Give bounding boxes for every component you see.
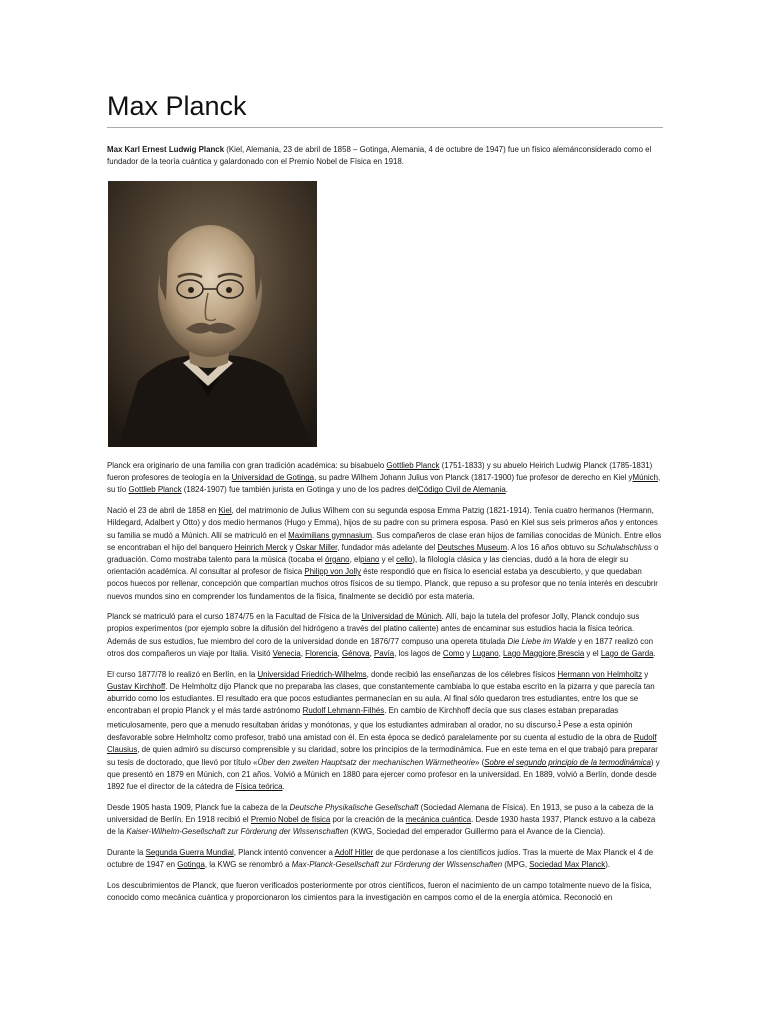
wiki-link[interactable]: Venecia <box>272 648 301 658</box>
text-run: o graduación. Como mostraba talento para la música (tocaba el <box>107 542 659 564</box>
text-run: y <box>287 542 296 552</box>
text-run: de que perdonase a los científicos judíos. Tras la muerte de Max Planck el 4 de octubre de 1947 en <box>107 847 654 870</box>
text-run: , <box>369 648 375 658</box>
text-run: , la KWG se renombró a <box>204 860 292 870</box>
text-run: . Sus compañeros de clase eran hijos de familias conocidas de Múnich. Entre ellos se encontraban el hijo del banquero <box>107 530 662 552</box>
wiki-link[interactable]: Segunda Guerra Mundial <box>145 847 234 857</box>
body-paragraph <box>107 505 663 603</box>
wiki-link[interactable]: órgano <box>325 554 350 564</box>
text-run: (Kiel, Alemania, 23 de abril de 1858 – Gotinga, Alemania, 4 de octubre de 1947) fue un físico alemánconsiderado como el fundador de la teoría cuántica y galardonado con el Premio Nobel de Física en 1918. <box>107 145 652 167</box>
text-run: y <box>642 669 649 679</box>
wiki-link[interactable]: piano <box>360 554 380 564</box>
text-run: El curso 1877/78 lo realizó en Berlín, en la <box>107 669 258 679</box>
text-run: . Allí, bajo la tutela del profesor Jolly, Planck condujo sus propios experimentos (por ejemplo sobre la difusión del hidrógeno a través del platino caliente) antes de encaminar sus estudios hacia la física teórica. Además de sus estudios, fue miembro del coro de la universidad donde en 1876/77 compuso una opereta titulada <box>107 612 640 646</box>
footnote-ref[interactable]: 1 <box>557 720 561 727</box>
text-run: ). <box>605 860 611 870</box>
text-run: . <box>282 782 285 791</box>
wiki-link[interactable]: Sociedad Max Planck <box>529 860 606 870</box>
text-run: ), la filología clásica y las ciencias, dudó a la hora de elegir su orientación académica. Al consultar al profesor de física <box>107 554 629 577</box>
text-run: y <box>463 648 473 658</box>
wiki-link[interactable]: Gustav Kirchhoff <box>107 681 166 691</box>
text-run: (1824-1907) fue también jurista en Gotinga y uno de los padres del <box>181 485 419 495</box>
text-run: , <box>555 648 558 658</box>
text-run: (KWG, Sociedad del emperador Guillermo para el Avance de la Ciencia). <box>348 827 606 837</box>
intro-paragraph <box>107 144 663 168</box>
body-paragraph <box>107 611 663 660</box>
text-run: , su padre Wilhem Johann Julius von Planck (1817-1900) fue profesor de derecho en Kiel y <box>314 473 633 483</box>
wiki-link[interactable]: Florencia <box>305 648 338 658</box>
text-run: , su tío <box>107 473 661 495</box>
text-run: , <box>498 648 504 658</box>
text-run: por la creación de la <box>330 814 406 824</box>
text-run: , donde recibió las enseñanzas de los célebres físicos <box>366 669 558 679</box>
text-run: . <box>505 485 508 495</box>
wiki-link[interactable]: Pavía <box>374 648 395 658</box>
body-paragraph <box>107 460 663 497</box>
wiki-link[interactable]: Sobre el segundo principio de la termodinámica <box>484 757 651 767</box>
portrait-photo <box>108 181 317 447</box>
body-paragraph <box>107 669 663 794</box>
text-run: . De Helmholtz dijo Planck que no preparaba las clases, que constantemente cambiaba lo que estaba escrito en la pizarra y que parecía tan aburrido como los estudiantes. El resultado era que pocos estudiantes permanecían en su aula. Al final sólo quedaron tres estudiantes, entre los que se encontraban el propio Planck y el más tarde astrónomo <box>107 681 655 716</box>
text-run: . <box>653 648 656 658</box>
body-paragraph <box>107 802 663 839</box>
wiki-link[interactable]: Maximilians gymnasium <box>288 530 372 540</box>
text-run: , los lagos de <box>394 648 443 658</box>
wiki-link[interactable]: cello <box>396 554 413 564</box>
wiki-link[interactable]: Deutsches Museum <box>437 542 508 552</box>
text-run: Los descubrimientos de Planck, que fueron verificados posteriormente por otros científicos, fueron el nacimiento de un campo totalmente nuevo de la física, conocido como mecánica cuántica y proporcionaron los cimientos para la investigación en campos como el de la energía atómica. Reconoció en <box>107 880 652 902</box>
text-run: y el <box>584 648 601 658</box>
italic-text: Max-Planck-Gesellschaft zur Förderung der Wissenschaften <box>291 860 503 870</box>
text-run: , <box>337 648 342 658</box>
wiki-link[interactable]: Adolf Hitler <box>334 847 374 857</box>
text-run: Planck se matriculó para el curso 1874/75 en la Facultad de Física de la <box>107 612 362 622</box>
wiki-link[interactable]: Universidad de Gotinga <box>231 473 315 483</box>
wiki-link[interactable]: Lugano <box>472 648 499 658</box>
wiki-link[interactable]: Como <box>442 648 464 658</box>
wiki-link[interactable]: Múnich <box>632 473 658 483</box>
wiki-link[interactable]: Brescia <box>557 648 585 658</box>
text-run: , <box>300 648 306 658</box>
wiki-link[interactable]: Lago Maggiore <box>503 648 556 658</box>
text-run: (Sociedad Alemana de Física). En 1913, se puso a la cabeza de la universidad de Berlín. En 1918 recibió el <box>107 802 654 824</box>
wiki-link[interactable]: Heinrich Merck <box>234 542 288 552</box>
text-run: (1751-1833) y su abuelo Heirich Ludwig Planck (1785-1831) fueron profesores de teología en la <box>107 461 653 483</box>
text-run: Planck era originario de una familia con gran tradición académica: su bisabuelo <box>107 461 387 470</box>
wiki-link[interactable]: Hermann von Helmholtz <box>557 669 643 679</box>
italic-text: Deutsche Physikalische Gesellschaft <box>289 802 419 812</box>
wiki-link[interactable]: Universidad Friedrich-Wilhelms <box>257 669 367 679</box>
text-run: ) y que presentó en 1879 en Múnich, con 21 años. Volvió a Múnich en 1880 para ejercer como profesor en la universidad. En 1889, volvió a Berlín, donde desde 1892 fue el director de la cátedra de <box>107 757 660 791</box>
wiki-link[interactable]: Génova <box>341 648 370 658</box>
wiki-link[interactable]: Premio Nobel de física <box>250 814 331 824</box>
text-run: . A los 16 años obtuvo su <box>507 542 597 552</box>
text-run: y el <box>379 554 397 564</box>
text-run: , de quien admiró su discurso comprensible y su claridad, sobre los principios de la termodinámica. Fue en este tema en el que trabajó para preparar su tesis de doctorado, que llevó por título « <box>107 745 658 767</box>
text-run: , el <box>349 554 361 564</box>
text-run: . En cambio de Kirchhoff decía que sus clases estaban preparadas meticulosamente, pero que a menudo resultaban áridas y monótonas, y que los estudiantes admiraban al orador, no su discurso. <box>107 706 619 730</box>
wiki-link[interactable]: Oskar Miller <box>295 542 338 552</box>
italic-text: Kaiser-Wilhelm-Gesellschaft zur Förderung der Wissenschaften <box>126 827 349 837</box>
text-run: (MPG, <box>502 860 530 870</box>
italic-text: Die Liebe im Walde <box>507 636 576 646</box>
page-title: Max Planck <box>107 90 663 128</box>
text-run: Durante la <box>107 847 146 857</box>
text-run: » ( <box>475 757 485 767</box>
italic-text: Schulabschluss <box>597 542 652 552</box>
bold-name: Max Karl Ernest Ludwig Planck <box>107 145 225 154</box>
wiki-link[interactable]: mecánica cuántica <box>405 814 472 824</box>
wiki-link[interactable]: Philipp von Jolly <box>304 567 361 577</box>
wiki-link[interactable]: Universidad de Múnich <box>361 612 442 622</box>
body-paragraph <box>107 847 663 871</box>
text-run: éste respondió que en física lo esencial estaba ya descubierto, y que quedaban pocos huecos por rellenar, concepción que compartían muchos otros físicos de su tiempo. Planck, que repuso a su profesor que no tenía interés en descubrir nuevos mundos sino en comprender los fundamentos de la física, finalmente se decidió por esta materia. <box>107 567 658 601</box>
wiki-link[interactable]: Lago de Garda <box>600 648 654 658</box>
text-run: , fundador más adelante del <box>337 542 438 552</box>
wiki-link[interactable]: Gotinga <box>177 860 205 870</box>
wiki-link[interactable]: Rudolf Clausius <box>107 733 657 755</box>
body-paragraph <box>107 880 663 904</box>
text-run: y en 1877 realizó con otros dos compañeros un viaje por Italia. Visitó <box>107 636 653 658</box>
wiki-link[interactable]: Kiel <box>218 506 232 516</box>
text-run: Desde 1905 hasta 1909, Planck fue la cabeza de la <box>107 802 290 812</box>
text-run: Pese a esta opinión desfavorable sobre Helmholtz como profesor, trabó una amistad con él. En esta época se dedicó paralelamente por su cuenta al estudio de la obra de <box>107 720 634 743</box>
text-run: , Planck intentó convencer a <box>233 847 335 857</box>
wiki-link[interactable]: Código Civil de Alemania <box>418 485 506 495</box>
wiki-link[interactable]: Gottlieb Planck <box>386 461 440 470</box>
wiki-link[interactable]: Rudolf Lehmann-Filhés <box>302 706 385 716</box>
italic-text: Über den zweiten Hauptsatz der mechanischen Wärmetheorie <box>257 757 476 767</box>
article-body <box>107 460 663 913</box>
text-run: Nació el 23 de abril de 1858 en <box>107 506 219 516</box>
wiki-link[interactable]: Física teórica <box>235 782 283 791</box>
wiki-link[interactable]: Gottlieb Planck <box>128 485 182 495</box>
text-run: , del matrimonio de Julius Wilhem con su segunda esposa Emma Patzig (1821-1914). Tenía cuatro hermanos (Hermann, Hildegard, Adalbert y Otto) y dos medio hermanos (Hugo y Emma), hijos de su padre con su primera esposa. Pasó en Kiel sus seis primeros años y entonces su familia se mudó a Múnich. Allí se matriculó en el <box>107 506 658 540</box>
text-run: . Desde 1930 hasta 1937, Planck estuvo a la cabeza de la <box>107 814 656 837</box>
